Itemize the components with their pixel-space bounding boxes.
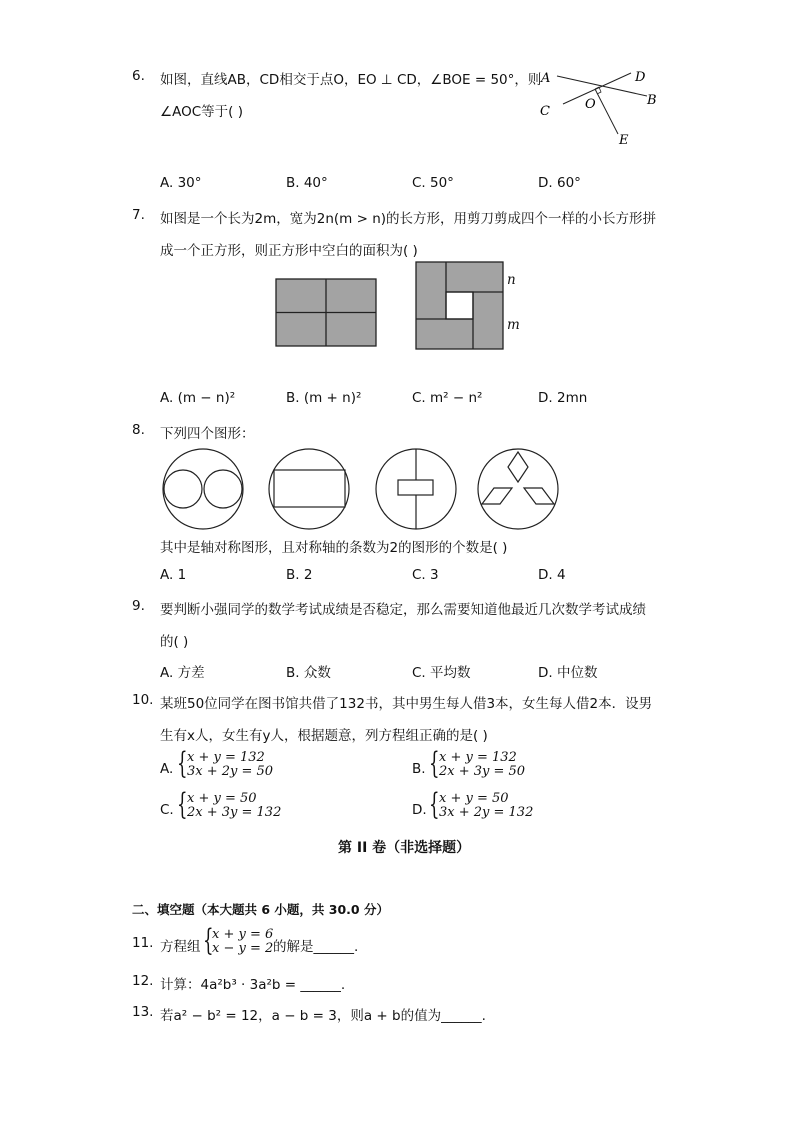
question-text: 下列四个图形： (160, 426, 255, 442)
brace: { (177, 787, 188, 822)
question-text: 如图是一个长为2m，宽为2n(m > n)的长方形，用剪刀剪成四个一样的小长方形拼 (160, 211, 657, 227)
figure-circles (163, 449, 243, 529)
option-label: C. (160, 802, 174, 818)
option-c[interactable]: C. 平均数 (412, 665, 471, 681)
question-number: 9. (132, 598, 145, 614)
answer-blank[interactable]: 的解是______. (273, 939, 359, 955)
question-number: 7. (132, 207, 145, 223)
equation: x − y = 2 (212, 941, 274, 956)
question-text: 要判断小强同学的数学考试成绩是否稳定，那么需要知道他最近几次数学考试成绩 (160, 602, 646, 618)
label-C: C (540, 104, 550, 119)
option-b[interactable]: B. 40° (286, 175, 328, 191)
label-m: m (507, 317, 520, 333)
equation: 2x + 3y = 50 (439, 764, 526, 779)
question-text: 的( ) (160, 634, 189, 650)
option-d[interactable]: D. 4 (538, 567, 566, 583)
option-a[interactable]: A. 30° (160, 175, 202, 191)
question-number: 8. (132, 422, 145, 438)
question-text: 某班50位同学在图书馆共借了132书，其中男生每人借3本，女生每人借2本．设男 (160, 696, 653, 712)
equation: 3x + 2y = 132 (439, 805, 534, 820)
option-c[interactable]: C. 50° (412, 175, 454, 191)
question-text: 如图，直线AB，CD相交于点O，EO ⊥ CD，∠BOE = 50°，则 (160, 72, 542, 88)
rectangle-figure (275, 278, 378, 348)
equation: x + y = 50 (187, 791, 257, 806)
section-title: 二、填空题（本大题共 6 小题，共 30.0 分） (132, 902, 389, 917)
option-d[interactable]: D. 2mn (538, 390, 588, 406)
label-D: D (635, 70, 646, 85)
four-figures (160, 446, 560, 532)
question-text: 生有x人，女生有y人，根据题意，列方程组正确的是( ) (160, 728, 488, 744)
question-number: 6. (132, 68, 145, 84)
equation: 2x + 3y = 132 (187, 805, 282, 820)
option-label: A. (160, 761, 174, 777)
question-text: 方程组 (160, 939, 201, 955)
figure-line-rectangle (376, 449, 456, 529)
brace: { (177, 746, 188, 781)
equation: x + y = 132 (439, 750, 517, 765)
label-n: n (507, 272, 516, 288)
option-d[interactable]: D. 60° (538, 175, 581, 191)
option-b[interactable]: B. 2 (286, 567, 313, 583)
question-text: 其中是轴对称图形，且对称轴的条数为2的图形的个数是( ) (160, 540, 508, 556)
option-label: D. (412, 802, 427, 818)
option-label: B. (412, 761, 426, 777)
question-number: 11. (132, 935, 154, 951)
option-b[interactable]: B. (m + n)² (286, 390, 362, 406)
label-B: B (647, 93, 657, 108)
label-E: E (619, 133, 629, 148)
equation: 3x + 2y = 50 (187, 764, 274, 779)
question-number: 12. (132, 973, 154, 989)
brace: { (429, 787, 440, 822)
question-text: ∠AOC等于( ) (160, 104, 243, 120)
figure-diamonds (478, 449, 558, 529)
question-number: 13. (132, 1004, 154, 1020)
figure-rectangle-in-circle (269, 449, 349, 529)
option-a[interactable]: A. 1 (160, 567, 187, 583)
brace: { (203, 923, 214, 958)
option-b[interactable]: B. 众数 (286, 665, 331, 681)
question-text: 成一个正方形，则正方形中空白的面积为( ) (160, 243, 418, 259)
option-a[interactable]: A. 方差 (160, 665, 205, 681)
option-a[interactable]: A. (m − n)² (160, 390, 236, 406)
equation: x + y = 132 (187, 750, 265, 765)
label-A: A (541, 71, 551, 86)
question-text: 若a² − b² = 12，a − b = 3，则a + b的值为______. (160, 1008, 486, 1024)
part-title: 第 II 卷（非选择题） (338, 840, 471, 856)
brace: { (429, 746, 440, 781)
option-c[interactable]: C. 3 (412, 567, 439, 583)
question-text: 计算：4a²b³ · 3a²b = ______. (160, 977, 346, 993)
option-d[interactable]: D. 中位数 (538, 665, 598, 681)
equation: x + y = 50 (439, 791, 509, 806)
square-figure (415, 261, 507, 353)
option-c[interactable]: C. m² − n² (412, 390, 483, 406)
label-O: O (585, 97, 596, 112)
intersecting-lines-figure (535, 62, 665, 152)
question-number: 10. (132, 692, 154, 708)
equation: x + y = 6 (212, 927, 274, 942)
